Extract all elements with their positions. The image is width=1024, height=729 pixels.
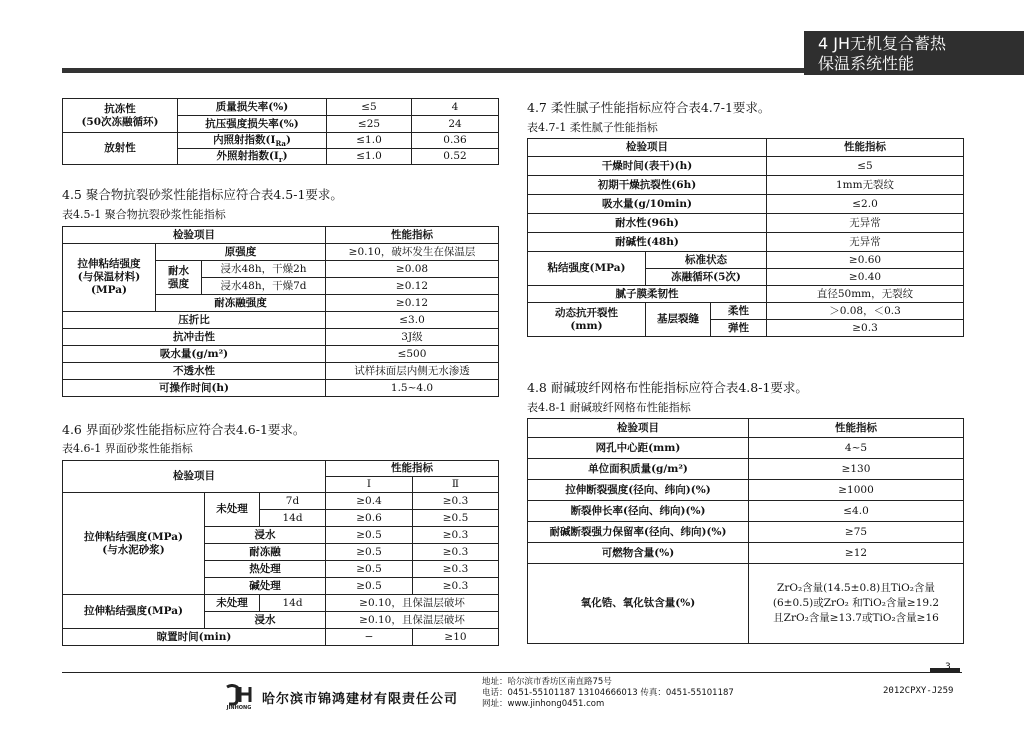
frost-label: 抗冻性 (50次冻融循环): [63, 99, 178, 133]
table-cell: ≥0.60: [767, 252, 964, 269]
table-4-6-1-caption: 表4.6-1 界面砂浆性能指标: [62, 442, 193, 455]
table-cell: ≥0.08: [326, 261, 499, 278]
oxide-line-3: 且ZrO₂含量≥13.7或TiO₂含量≥16: [773, 612, 939, 624]
table-cell: ≤25: [327, 116, 412, 133]
table-cell: ≥0.3: [413, 561, 499, 578]
table-cell: −: [326, 629, 413, 646]
table-4-5-1: [62, 226, 499, 397]
table-cell: 弹性: [711, 320, 767, 337]
table-cell: 浸水: [205, 527, 326, 544]
header-bar: [62, 68, 804, 73]
table-cell: ≥0.5: [326, 578, 413, 595]
contact-info: [482, 677, 734, 710]
section-title-line2: 保温系统性能: [818, 54, 915, 73]
table-cell: 14d: [260, 510, 326, 527]
table-cell: 吸水量(g/m²): [63, 346, 326, 363]
page-number: 3: [945, 662, 951, 672]
table-cell: 单位面积质量(g/m²): [528, 459, 749, 480]
table-cell: 耐冻融强度: [156, 295, 326, 312]
oxide-line-1: ZrO₂含量(14.5±0.8)且TiO₂含量: [777, 582, 935, 594]
table-cell: ≤4.0: [749, 501, 964, 522]
table-header: 性能指标: [749, 419, 964, 438]
table-cell: 未处理: [205, 595, 260, 612]
table-cell: 无异常: [767, 214, 964, 233]
bond-strength-label: 拉伸粘结强度(MPa): [63, 595, 205, 629]
table-cell: 浸水48h，干燥7d: [202, 278, 326, 295]
table-cell: 柔性: [711, 303, 767, 320]
section-4-6-title: 4.6 界面砂浆性能指标应符合表4.6-1要求。: [62, 422, 306, 437]
table-cell: ≤500: [326, 346, 499, 363]
table-header: 检验项目: [528, 139, 767, 157]
table-4-8-1-caption: 表4.8-1 耐碱玻纤网格布性能指标: [527, 401, 691, 414]
logo-text: JINHONG: [226, 705, 252, 710]
table-cell: 抗压强度损失率(%): [178, 116, 327, 133]
table-header: Ⅰ: [326, 477, 413, 493]
table-cell: 浸水48h，干燥2h: [202, 261, 326, 278]
table-cell: ≥0.6: [326, 510, 413, 527]
table-cell: 标准状态: [646, 252, 767, 269]
table-cell: 1.5~4.0: [326, 380, 499, 397]
table-4-5-1-caption: 表4.5-1 聚合物抗裂砂浆性能指标: [62, 208, 226, 221]
table-cell: 24: [412, 116, 499, 133]
table-cell: 外照射指数$(I_r)$: [178, 149, 327, 165]
table-cell: 可燃物含量(%): [528, 543, 749, 564]
table-cell: ≥0.10，且保温层破坏: [326, 595, 499, 612]
section-4-5-title: 4.5 聚合物抗裂砂浆性能指标应符合表4.5-1要求。: [62, 187, 343, 202]
table-cell: 1mm无裂纹: [767, 176, 964, 195]
table-cell: ≥130: [749, 459, 964, 480]
crack-resistance-label: 动态抗开裂性 (mm): [528, 303, 646, 337]
table-cell: 压折比: [63, 312, 326, 329]
table-cell: ≥0.10，且保温层破坏: [326, 612, 499, 629]
table-cell: ≥0.3: [413, 544, 499, 561]
table-cell: ≥75: [749, 522, 964, 543]
table-cell: ≥0.12: [326, 278, 499, 295]
table-cell: ≥0.3: [413, 493, 499, 510]
table-header: 性能指标: [767, 139, 964, 157]
table-cell: 初期干燥抗裂性(6h): [528, 176, 767, 195]
table-cell: ≥0.5: [326, 527, 413, 544]
table-cell: 可操作时间(h): [63, 380, 326, 397]
table-cell: ≤5: [767, 157, 964, 176]
oxide-line-2: (6±0.5)或ZrO₂ 和TiO₂含量≥19.2: [772, 597, 940, 609]
table-cell: 直径50mm，无裂纹: [767, 286, 964, 303]
table-cell: 热处理: [205, 561, 326, 578]
table-cell: 耐冻融: [205, 544, 326, 561]
table-cell: 断裂伸长率(径向、纬向)(%): [528, 501, 749, 522]
table-cell: 耐碱断裂强力保留率(径向、纬向)(%): [528, 522, 749, 543]
table-cell: 0.36: [412, 133, 499, 149]
table-cell: ≥0.3: [413, 527, 499, 544]
section-header: [804, 31, 1024, 75]
table-cell: 碱处理: [205, 578, 326, 595]
table-cell: ≥12: [749, 543, 964, 564]
table-header: Ⅱ: [413, 477, 499, 493]
table-cell: 耐碱性(48h): [528, 233, 767, 252]
untreated-label: 未处理: [205, 493, 260, 527]
oxide-content-label: 氧化锆、氧化钛含量(%): [528, 564, 749, 644]
table-cell: 冻融循环(5次): [646, 269, 767, 286]
table-header: 检验项目: [528, 419, 749, 438]
table-cell: 无异常: [767, 233, 964, 252]
phone-fax: 电话：0451-55101187 13104666013 传真：0451-55101187: [482, 688, 734, 698]
table-cell: ≤2.0: [767, 195, 964, 214]
table-cell: 4: [412, 99, 499, 116]
table-cell: ≥0.5: [413, 510, 499, 527]
company-logo: [222, 684, 256, 710]
table-cell: 吸水量(g/10min): [528, 195, 767, 214]
table-cell: 网孔中心距(mm): [528, 438, 749, 459]
table-4-6-1: [62, 460, 499, 646]
table-cell: 质量损失率(%): [178, 99, 327, 116]
table-cell: ≥0.40: [767, 269, 964, 286]
table-cell: ≥0.5: [326, 561, 413, 578]
table-cell: 14d: [260, 595, 326, 612]
table-frost-radiation: [62, 98, 499, 165]
water-strength-label: 耐水 强度: [156, 261, 202, 295]
table-cell: ≥0.10，破坏发生在保温层: [326, 244, 499, 261]
table-cell: 抗冲击性: [63, 329, 326, 346]
table-cell: 原强度: [156, 244, 326, 261]
table-cell: 拉伸断裂强度(径向、纬向)(%): [528, 480, 749, 501]
section-4-8-title: 4.8 耐碱玻纤网格布性能指标应符合表4.8-1要求。: [527, 380, 808, 395]
table-cell: 4~5: [749, 438, 964, 459]
company-name: 哈尔滨市锦鸿建材有限责任公司: [262, 692, 459, 707]
table-cell: ＞0.08，＜0.3: [767, 303, 964, 320]
table-cell: 不透水性: [63, 363, 326, 380]
footer-rule: [62, 672, 962, 673]
table-cell: ≤1.0: [327, 149, 412, 165]
table-4-7-1-caption: 表4.7-1 柔性腻子性能指标: [527, 121, 658, 134]
website-link[interactable]: 网址：www.jinhong0451.com: [482, 699, 605, 709]
table-cell: 干燥时间(表干)(h): [528, 157, 767, 176]
table-cell: ≤3.0: [326, 312, 499, 329]
table-cell: 试样抹面层内侧无水渗透: [326, 363, 499, 380]
table-4-8-1: [527, 418, 964, 644]
table-header: 性能指标: [326, 461, 499, 477]
table-cell: ≤5: [327, 99, 412, 116]
oxide-content-value: [749, 564, 964, 644]
table-cell: 7d: [260, 493, 326, 510]
table-cell: 3J级: [326, 329, 499, 346]
table-cell: ≥0.3: [413, 578, 499, 595]
table-header: 检验项目: [63, 461, 326, 493]
table-cell: ≥0.12: [326, 295, 499, 312]
table-cell: 晾置时间(min): [63, 629, 326, 646]
table-cell: 耐水性(96h): [528, 214, 767, 233]
table-cell: 腻子膜柔韧性: [528, 286, 767, 303]
table-cell: ≥10: [413, 629, 499, 646]
section-title-line1: 4 JH无机复合蓄热: [818, 34, 947, 53]
bond-strength-label: 拉伸粘结强度 (与保温材料) (MPa): [63, 244, 156, 312]
table-cell: ≥0.5: [326, 544, 413, 561]
table-cell: ≤1.0: [327, 133, 412, 149]
table-cell: ≥0.3: [767, 320, 964, 337]
table-cell: 0.52: [412, 149, 499, 165]
bond-strength-label: 粘结强度(MPa): [528, 252, 646, 286]
address: 地址：哈尔滨市香坊区南直路75号: [482, 677, 612, 687]
document-number: 2012CPXY-J259: [883, 686, 954, 696]
table-cell: ≥0.4: [326, 493, 413, 510]
table-cell: 浸水: [205, 612, 326, 629]
table-header: 检验项目: [63, 227, 326, 244]
table-cell: ≥1000: [749, 480, 964, 501]
radiation-label: 放射性: [63, 133, 178, 165]
bond-strength-cement-label: 拉伸粘结强度(MPa) (与水泥砂浆): [63, 493, 205, 595]
table-header: 性能指标: [326, 227, 499, 244]
section-4-7-title: 4.7 柔性腻子性能指标应符合表4.7-1要求。: [527, 100, 771, 115]
base-crack-label: 基层裂缝: [646, 303, 711, 337]
table-cell: 内照射指数$(I_{Ra})$: [178, 133, 327, 149]
table-4-7-1: [527, 138, 964, 337]
